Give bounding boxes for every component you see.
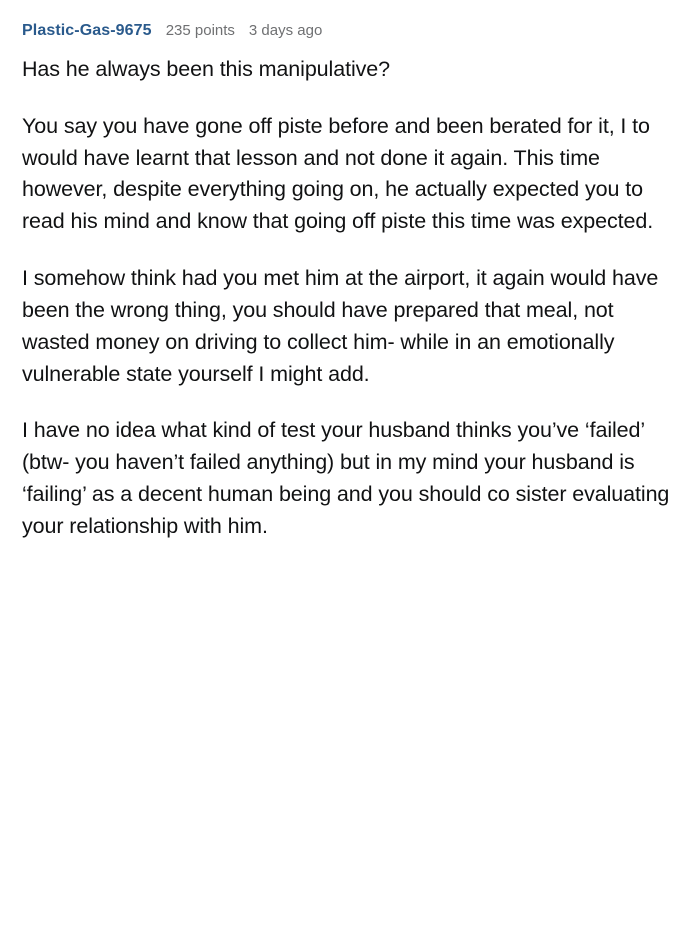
comment-timestamp: 3 days ago: [248, 22, 323, 39]
comment-score: 235 points: [165, 22, 235, 39]
comment-body: [22, 54, 678, 543]
comment-paragraph: Has he always been this manipulative?: [22, 57, 390, 81]
comment-paragraph: I somehow think had you met him at the airport, it again would have been the wrong thing, you should have prepared that meal, not wasted money on driving to collect him- while in an emotionally vulnerable state yourself I might add.: [22, 266, 659, 386]
comment-paragraph: You say you have gone off piste before and been berated for it, I to would have learnt that lesson and not done it again. This time however, despite everything going on, he actually expected you to read his mind and know that going off piste this time was expected.: [22, 113, 654, 234]
comment-paragraph: I have no idea what kind of test your husband thinks you’ve ‘failed’ (btw- you haven’t failed anything) but in my mind your husband is ‘failing’ as a decent human being and you should co sister evaluating your relationship with him.: [22, 418, 670, 538]
comment-metadata: [22, 22, 678, 40]
comment-author[interactable]: Plastic-Gas-9675: [22, 22, 152, 39]
